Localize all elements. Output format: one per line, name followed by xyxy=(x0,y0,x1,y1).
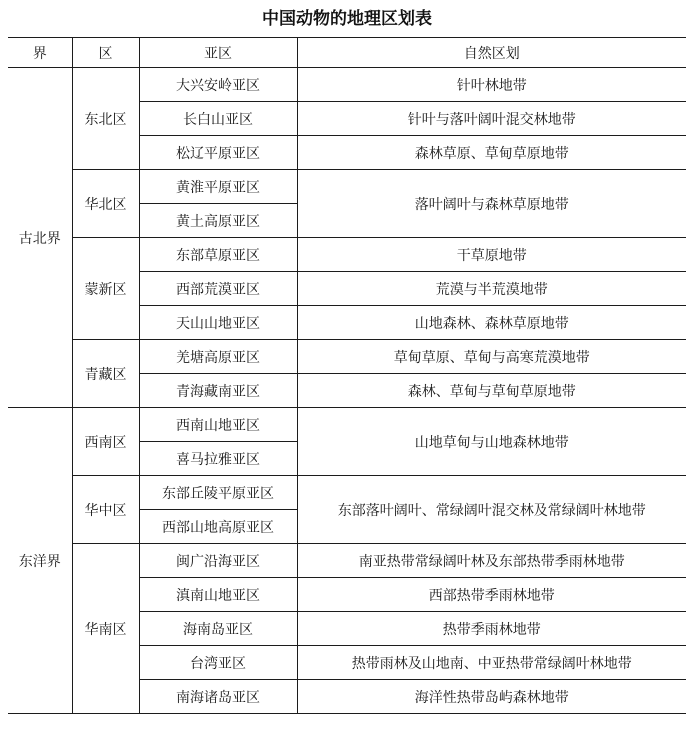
col-header-region: 区 xyxy=(72,38,139,68)
zone-cell: 海洋性热带岛屿森林地带 xyxy=(297,680,686,714)
realm-cell: 东洋界 xyxy=(8,408,72,714)
zone-cell: 针叶林地带 xyxy=(297,68,686,102)
page-title: 中国动物的地理区划表 xyxy=(262,9,432,29)
zone-cell: 热带雨林及山地南、中亚热带常绿阔叶林地带 xyxy=(297,646,686,680)
subregion-cell: 羌塘高原亚区 xyxy=(139,340,297,374)
geo-zoning-table xyxy=(8,37,686,714)
zone-cell: 西部热带季雨林地带 xyxy=(297,578,686,612)
region-cell: 青藏区 xyxy=(72,340,139,408)
zone-cell: 山地森林、森林草原地带 xyxy=(297,306,686,340)
subregion-cell: 滇南山地亚区 xyxy=(139,578,297,612)
table-row xyxy=(8,170,686,204)
zone-cell: 东部落叶阔叶、常绿阔叶混交林及常绿阔叶林地带 xyxy=(297,476,686,544)
subregion-cell: 西部山地高原亚区 xyxy=(139,510,297,544)
subregion-cell: 海南岛亚区 xyxy=(139,612,297,646)
subregion-cell: 黄淮平原亚区 xyxy=(139,170,297,204)
zone-cell: 针叶与落叶阔叶混交林地带 xyxy=(297,102,686,136)
subregion-cell: 西南山地亚区 xyxy=(139,408,297,442)
header-row xyxy=(8,38,686,68)
table-row xyxy=(8,544,686,578)
subregion-cell: 喜马拉雅亚区 xyxy=(139,442,297,476)
subregion-cell: 南海诸岛亚区 xyxy=(139,680,297,714)
zone-cell: 荒漠与半荒漠地带 xyxy=(297,272,686,306)
subregion-cell: 东部丘陵平原亚区 xyxy=(139,476,297,510)
col-header-realm: 界 xyxy=(8,38,72,68)
table-row xyxy=(8,476,686,510)
subregion-cell: 台湾亚区 xyxy=(139,646,297,680)
region-cell: 东北区 xyxy=(72,68,139,170)
table-row xyxy=(8,340,686,374)
subregion-cell: 闽广沿海亚区 xyxy=(139,544,297,578)
table-row xyxy=(8,408,686,442)
col-header-subregion: 亚区 xyxy=(139,38,297,68)
region-cell: 华南区 xyxy=(72,544,139,714)
region-cell: 华北区 xyxy=(72,170,139,238)
subregion-cell: 天山山地亚区 xyxy=(139,306,297,340)
zone-cell: 南亚热带常绿阔叶林及东部热带季雨林地带 xyxy=(297,544,686,578)
subregion-cell: 松辽平原亚区 xyxy=(139,136,297,170)
zone-cell: 森林、草甸与草甸草原地带 xyxy=(297,374,686,408)
subregion-cell: 东部草原亚区 xyxy=(139,238,297,272)
subregion-cell: 长白山亚区 xyxy=(139,102,297,136)
zone-cell: 草甸草原、草甸与高寒荒漠地带 xyxy=(297,340,686,374)
zone-cell: 落叶阔叶与森林草原地带 xyxy=(297,170,686,238)
region-cell: 华中区 xyxy=(72,476,139,544)
zone-cell: 山地草甸与山地森林地带 xyxy=(297,408,686,476)
subregion-cell: 青海藏南亚区 xyxy=(139,374,297,408)
subregion-cell: 大兴安岭亚区 xyxy=(139,68,297,102)
zone-cell: 热带季雨林地带 xyxy=(297,612,686,646)
region-cell: 蒙新区 xyxy=(72,238,139,340)
table-row xyxy=(8,68,686,102)
realm-cell: 古北界 xyxy=(8,68,72,408)
zone-cell: 森林草原、草甸草原地带 xyxy=(297,136,686,170)
col-header-zone: 自然区划 xyxy=(297,38,686,68)
subregion-cell: 西部荒漠亚区 xyxy=(139,272,297,306)
zone-cell: 干草原地带 xyxy=(297,238,686,272)
subregion-cell: 黄土高原亚区 xyxy=(139,204,297,238)
table-row xyxy=(8,238,686,272)
region-cell: 西南区 xyxy=(72,408,139,476)
